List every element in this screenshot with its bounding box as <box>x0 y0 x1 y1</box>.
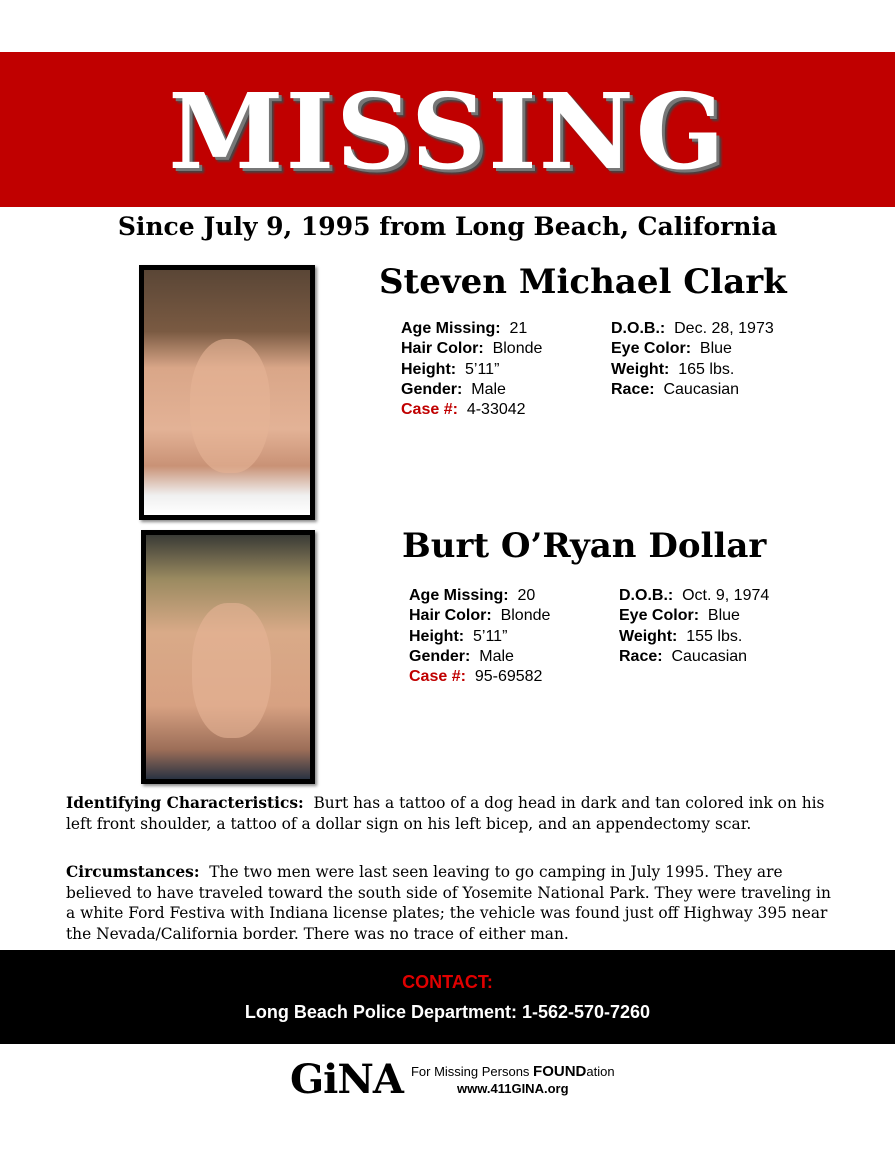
fact-row: D.O.B.: Dec. 28, 1973 <box>611 320 774 337</box>
fact-row: Age Missing: 21 <box>401 320 528 337</box>
logo-name: GiNA <box>290 1056 403 1103</box>
contact-footer <box>0 950 895 1044</box>
fact-row: Hair Color: Blonde <box>401 340 543 358</box>
person-name: Steven Michael Clark <box>379 262 787 302</box>
person-facts-right <box>611 319 774 400</box>
fact-row: Height: 5’11” <box>401 360 500 378</box>
fact-row: Eye Color: Blue <box>619 607 740 625</box>
missing-title: MISSING <box>168 70 727 193</box>
section-text: Burt has a tattoo of a dog head in dark and tan colored ink on his left front shoulder, a tattoo of a dollar sign on his left bicep, and an appendectomy scar. <box>66 794 825 833</box>
fact-row: Weight: 165 lbs. <box>611 360 735 378</box>
person-facts-left <box>401 319 542 420</box>
missing-since: Since July 9, 1995 from Long Beach, California <box>117 212 778 241</box>
fact-row: D.O.B.: Oct. 9, 1974 <box>619 587 770 604</box>
fact-row: Gender: Male <box>409 647 514 665</box>
photo-burt-dollar <box>141 530 315 784</box>
fact-row: Gender: Male <box>401 380 506 398</box>
section-label: Identifying Characteristics: <box>66 794 304 812</box>
person-facts-right <box>619 586 769 667</box>
circumstances <box>66 862 836 944</box>
person-name: Burt O’Ryan Dollar <box>402 526 767 566</box>
fact-row: Race: Caucasian <box>619 647 748 665</box>
identifying-characteristics <box>66 793 836 834</box>
logo-url: www.411GINA.org <box>457 1080 569 1096</box>
fact-row: Height: 5’11” <box>409 627 508 645</box>
photo-steven-clark <box>139 265 315 520</box>
gina-logo <box>290 1056 615 1103</box>
fact-row: Weight: 155 lbs. <box>619 627 743 645</box>
case-number: Case #: 4-33042 <box>401 401 526 419</box>
logo-tagline: For Missing Persons FOUNDation www.411GINA.org <box>410 1062 615 1096</box>
section-text: The two men were last seen leaving to go camping in July 1995. They are believed to have traveled toward the south side of Yosemite National Park. They were traveling in a white Ford Festiva with Indiana license plates; the vehicle was found just off Highway 395 near the Nevada/California border. There was no trace of either man. <box>66 863 831 943</box>
fact-row: Age Missing: 20 <box>409 587 536 604</box>
fact-row: Eye Color: Blue <box>611 340 732 358</box>
fact-row: Race: Caucasian <box>611 380 740 398</box>
person-facts-left <box>409 586 550 687</box>
missing-banner <box>0 52 895 207</box>
fact-row: Hair Color: Blonde <box>409 607 551 625</box>
contact-label: CONTACT: <box>402 972 493 992</box>
case-number: Case #: 95-69582 <box>409 668 543 686</box>
contact-phone: Long Beach Police Department: 1-562-570-7260 <box>244 1002 651 1022</box>
section-label: Circumstances: <box>66 863 200 881</box>
